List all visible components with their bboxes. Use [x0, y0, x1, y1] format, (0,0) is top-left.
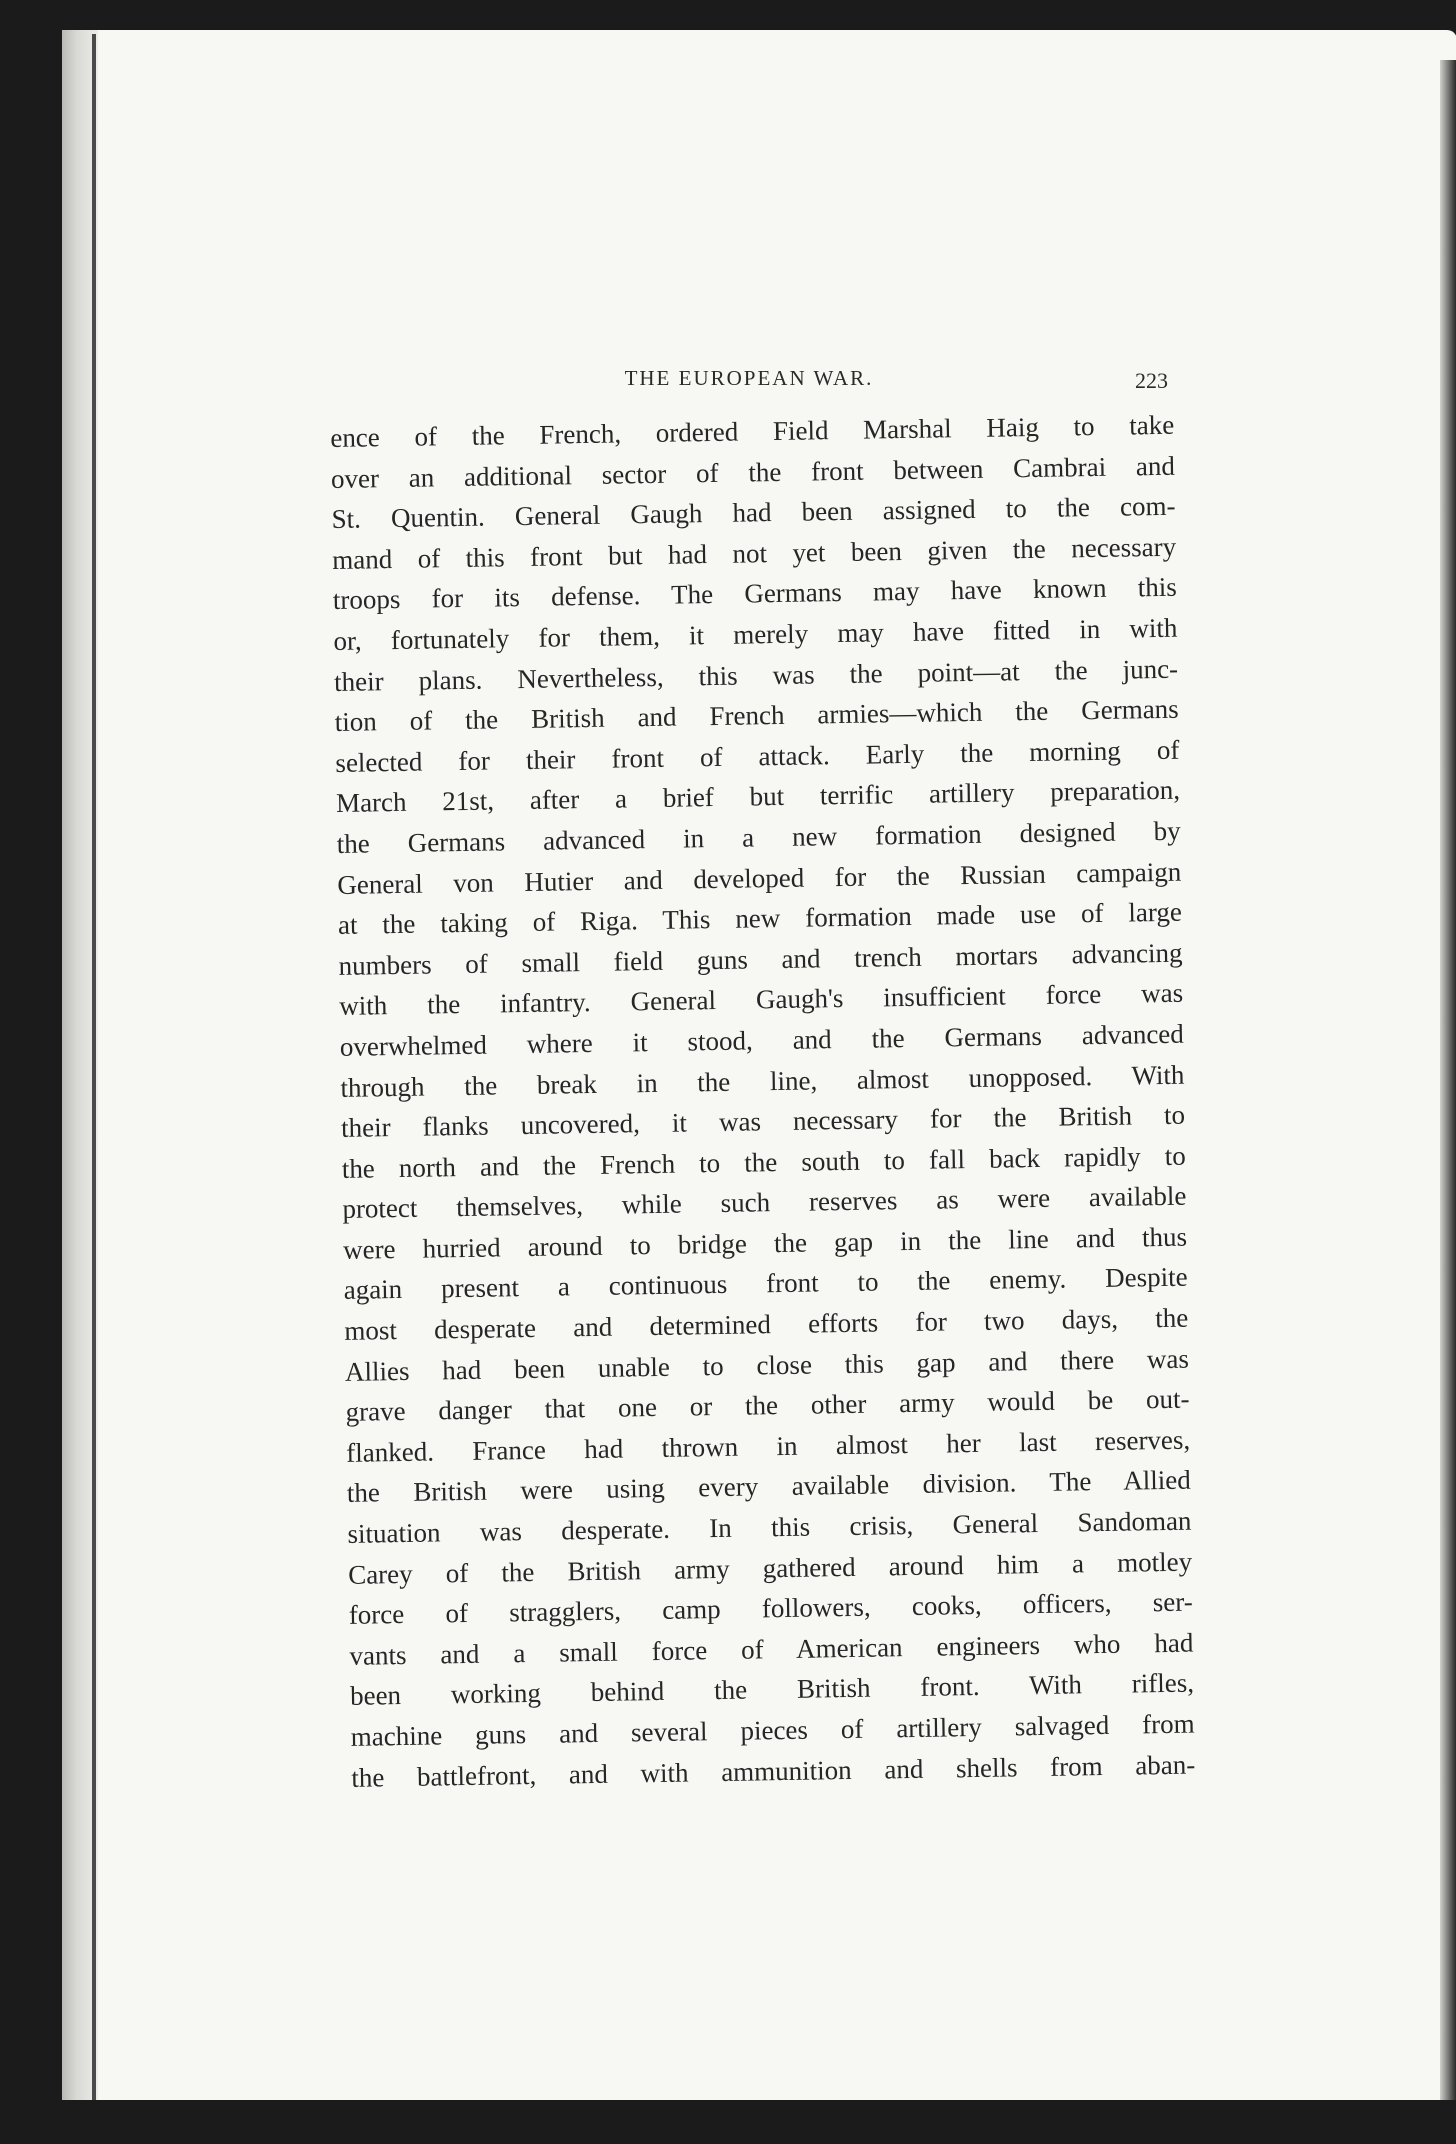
text-line: the battlefront, and with ammunition and shells from aban-	[351, 1749, 1196, 1793]
text-line: protect themselves, while such reserves as were available	[342, 1180, 1187, 1225]
page-edge-shadow	[1440, 60, 1456, 2120]
text-line: vants and a small force of American engineers who had	[349, 1627, 1194, 1671]
text-line: situation was desperate. In this crisis, General Sandoman	[347, 1505, 1192, 1549]
text-line: tion of the British and French armies—which the Germans	[334, 693, 1179, 738]
text-line: Allies had been unable to close this gap and there was	[344, 1343, 1190, 1387]
text-line: with the infantry. General Gaugh's insufficient force was	[339, 977, 1184, 1022]
text-line: mand of this front but had not yet been given the necessary	[331, 531, 1177, 575]
text-line: machine guns and several pieces of artillery salvaged from	[350, 1708, 1195, 1752]
text-line: General von Hutier and developed for the Russian campaign	[337, 856, 1182, 900]
text-line: their flanks uncovered, it was necessary for the British to	[340, 1099, 1186, 1144]
text-line: were hurried around to bridge the gap in the line and thus	[342, 1221, 1188, 1265]
text-line: been working behind the British front. With rifles,	[349, 1667, 1195, 1712]
text-line: most desperate and determined efforts for two days, the	[344, 1302, 1189, 1346]
text-line: St. Quentin. General Gaugh had been assigned to the com-	[331, 490, 1176, 535]
binding-line	[92, 34, 96, 2114]
text-line: grave danger that one or the other army would be out-	[345, 1383, 1190, 1428]
text-line: selected for their front of attack. Early the morning of	[335, 734, 1180, 778]
text-line: or, fortunately for them, it merely may have fitted in with	[333, 612, 1178, 656]
text-line: overwhelmed where it stood, and the Germans advanced	[339, 1018, 1185, 1062]
text-line: through the break in the line, almost unopposed. With	[340, 1059, 1185, 1103]
text-line: March 21st, after a brief but terrific artillery preparation,	[335, 775, 1181, 819]
page-bottom-shadow	[62, 2100, 1456, 2144]
text-line: their plans. Nevertheless, this was the point—at the junc-	[333, 653, 1179, 697]
text-line: ence of the French, ordered Field Marshal Haig to take	[330, 409, 1175, 453]
text-line: Carey of the British army gathered around him a motley	[347, 1546, 1193, 1590]
text-line: again present a continuous front to the enemy. Despite	[343, 1262, 1188, 1306]
text-line: force of stragglers, camp followers, cooks, officers, ser-	[348, 1586, 1193, 1631]
text-line: numbers of small field guns and trench mortars advancing	[338, 937, 1183, 981]
text-line: troops for its defense. The Germans may have known this	[332, 572, 1177, 616]
page-number: 223	[1135, 368, 1168, 393]
text-line: the Germans advanced in a new formation designed by	[336, 815, 1181, 859]
text-line: the British were using every available division. The Allied	[346, 1465, 1192, 1509]
text-line: flanked. France had thrown in almost her last reserves,	[346, 1424, 1191, 1468]
running-head: THE EUROPEAN WAR.	[624, 366, 874, 390]
text-line: at the taking of Riga. This new formation made use of large	[337, 896, 1183, 941]
page-header	[330, 366, 1168, 406]
body-text	[330, 405, 1196, 1798]
text-line: over an additional sector of the front between Cambrai and	[330, 450, 1176, 494]
text-line: the north and the French to the south to fall back rapidly to	[341, 1140, 1186, 1184]
